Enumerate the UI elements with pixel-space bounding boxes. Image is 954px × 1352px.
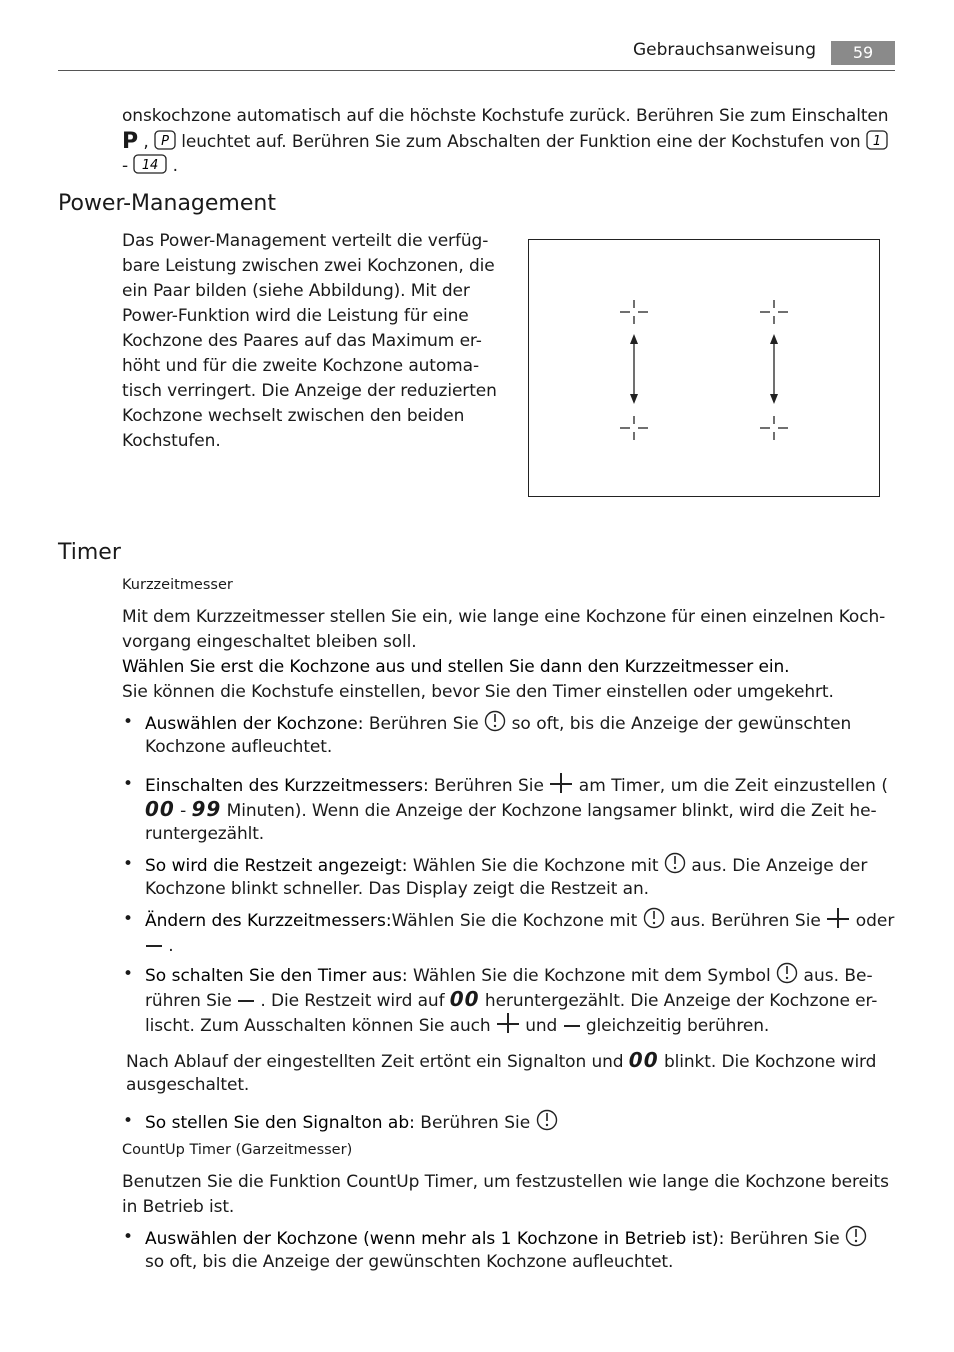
countup-para-b: in Betrieb ist. [122, 1197, 235, 1217]
bullet-countup-select: • Auswählen der Kochzone (wenn mehr als 1 Kochzone in Betrieb ist): Berühren Sie [145, 1225, 867, 1252]
bullet-countup-select-cont: so oft, bis die Anzeige der gewünschten Kochzone aufleuchtet. [145, 1252, 674, 1272]
running-header: Gebrauchsanweisung [632, 40, 816, 60]
timer-heading: Timer [58, 540, 121, 565]
power-line: tisch verringert. Die Anzeige der reduzierten [122, 381, 497, 401]
bullet-show-remaining: • So wird die Restzeit angezeigt: Wählen Sie die Kochzone mit aus. Die Anzeige der [123, 854, 868, 876]
clock-icon [484, 710, 506, 732]
plus-icon [549, 772, 573, 794]
minus-icon [237, 987, 255, 1009]
power-line: bare Leistung zwischen zwei Kochzonen, die [122, 256, 495, 276]
clock-icon [643, 907, 665, 929]
timer-para-1a: Mit dem Kurzzeitmesser stellen Sie ein, wie lange eine Kochzone für einen einzelnen Koch- [122, 607, 886, 627]
bullet-select-zone: • Auswählen der Kochzone: Berühren Sie so oft, bis die Anzeige der gewünschten [123, 712, 852, 734]
plus-icon [496, 1012, 520, 1034]
level-14-icon [133, 154, 167, 174]
bullet-start-timer-cont2: runtergezählt. [145, 824, 265, 844]
bullet-timer-off: • So schalten Sie den Timer aus: Wählen Sie die Kochzone mit dem Symbol aus. Be- [123, 964, 873, 986]
kurzzeitmesser-subheading: Kurzzeitmesser [122, 577, 233, 593]
bullet-signal-off: • So stellen Sie den Signalton ab: Berühren Sie [145, 1109, 558, 1136]
intro-line-3: - 14 . [122, 156, 178, 176]
double-arrow-left [630, 334, 638, 404]
power-big-p-icon: P [122, 129, 139, 154]
power-line: Power-Funktion wird die Leistung für eine [122, 306, 469, 326]
header-rule [58, 70, 895, 71]
clock-icon [664, 852, 686, 874]
power-line: Kochstufen. [122, 431, 221, 451]
minus-icon [563, 1012, 581, 1034]
display-00-icon: 00 [449, 987, 480, 1011]
power-line: Kochzone des Paares auf das Maximum er- [122, 331, 482, 351]
display-00-icon: 00 [145, 797, 175, 821]
display-00-icon: 00 [628, 1048, 659, 1072]
bullet-timer-off-cont: rühren Sie . Die Restzeit wird auf 00 heruntergezählt. Die Anzeige der Kochzone er- [145, 987, 878, 1011]
zone-marker-top-right [760, 300, 788, 324]
power-line: Das Power-Management verteilt die verfüg- [122, 231, 489, 251]
power-line: Kochzone wechselt zwischen den beiden [122, 406, 465, 426]
zone-marker-bottom-left [620, 416, 648, 440]
page-number: 59 [831, 41, 895, 65]
bullet-start-timer: • Einschalten des Kurzzeitmessers: Berühren Sie am Timer, um die Zeit einzustellen ( [123, 774, 888, 796]
countup-para-a: Benutzen Sie die Funktion CountUp Timer, um festzustellen wie lange die Kochzone bereits [122, 1172, 889, 1192]
bullet-select-zone-cont: Kochzone aufleuchtet. [145, 737, 333, 757]
plus-icon [826, 907, 850, 929]
bullet-timer-off-cont2: lischt. Zum Ausschalten können Sie auch und gleichzeitig berühren. [145, 1012, 769, 1039]
timer-para-3: Sie können die Kochstufe einstellen, bevor Sie den Timer einstellen oder umgekehrt. [122, 682, 834, 702]
power-line: höht und für die zweite Kochzone automa- [122, 356, 479, 376]
minus-icon [145, 932, 163, 954]
display-99-icon: 99 [191, 797, 222, 821]
bullet-start-timer-cont: 00 - 99 Minuten). Wenn die Anzeige der Kochzone langsamer blinkt, wird die Zeit he- [145, 797, 877, 821]
cooktop-diagram [529, 240, 878, 495]
intro-line-1: onskochzone automatisch auf die höchste Kochstufe zurück. Berühren Sie zum Einschalten [122, 106, 889, 126]
svg-text:P: P [161, 134, 169, 149]
zone-marker-top-left [620, 300, 648, 324]
clock-icon [776, 962, 798, 984]
timer-end-para-cont: ausgeschaltet. [126, 1075, 250, 1095]
timer-end-para: Nach Ablauf der eingestellten Zeit ertönt ein Signalton und 00 blinkt. Die Kochzone wird [126, 1048, 877, 1072]
level-1-icon [866, 130, 888, 150]
p-key-icon [154, 130, 176, 150]
cooktop-illustration [528, 239, 880, 497]
bullet-show-remaining-cont: Kochzone blinkt schneller. Das Display zeigt die Restzeit an. [145, 879, 649, 899]
bullet-change-timer: • Ändern des Kurzzeitmessers:Wählen Sie die Kochzone mit aus. Berühren Sie oder [123, 909, 895, 931]
clock-icon [845, 1225, 867, 1247]
power-line: ein Paar bilden (siehe Abbildung). Mit der [122, 281, 470, 301]
zone-marker-bottom-right [760, 416, 788, 440]
countup-subheading: CountUp Timer (Garzeitmesser) [122, 1142, 353, 1158]
svg-text:14: 14 [142, 158, 159, 173]
power-management-heading: Power-Management [58, 191, 276, 216]
timer-para-1b: vorgang eingeschaltet bleiben soll. [122, 632, 417, 652]
timer-para-2: Wählen Sie erst die Kochzone aus und stellen Sie dann den Kurzzeitmesser ein. [122, 657, 790, 677]
clock-icon [536, 1109, 558, 1131]
svg-text:1: 1 [872, 134, 881, 149]
double-arrow-right [770, 334, 778, 404]
bullet-change-timer-cont: . [145, 932, 174, 959]
intro-line-2: P , P leuchtet auf. Berühren Sie zum Abschalten der Funktion eine der Kochstufen von 1 [122, 129, 888, 155]
